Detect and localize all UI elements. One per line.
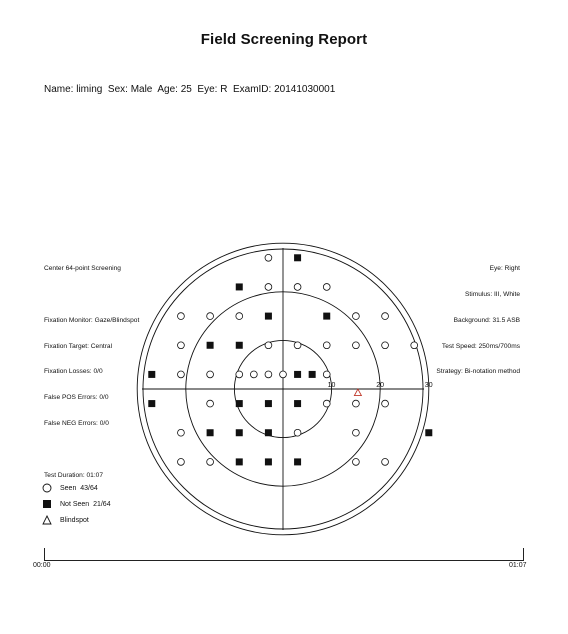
not-seen-point xyxy=(207,342,214,349)
stimulus-value: Stimulus: III, White xyxy=(465,290,520,298)
test-duration: Test Duration: 01:07 xyxy=(44,471,104,479)
not-seen-square-icon xyxy=(42,499,56,509)
seen-point xyxy=(178,342,185,349)
seen-point xyxy=(353,429,360,436)
seen-point xyxy=(207,313,214,320)
seen-point xyxy=(323,371,330,378)
seen-point xyxy=(382,400,389,407)
background-value: Background: 31.5 ASB xyxy=(453,316,520,324)
blindspot-marker xyxy=(354,389,361,396)
false-pos-errors: False POS Errors: 0/0 xyxy=(44,394,109,402)
seen-point xyxy=(207,400,214,407)
not-seen-point xyxy=(236,283,243,290)
legend-blindspot xyxy=(42,515,89,525)
not-seen-point xyxy=(309,371,316,378)
seen-point xyxy=(294,429,301,436)
seen-point xyxy=(353,459,360,466)
not-seen-point xyxy=(265,429,272,436)
field-grid xyxy=(137,243,432,535)
seen-point xyxy=(382,459,389,466)
ring-label-10: 10 xyxy=(327,382,336,389)
not-seen-point xyxy=(294,400,301,407)
seen-circle-icon xyxy=(42,483,56,493)
not-seen-point xyxy=(425,429,432,436)
seen-point xyxy=(323,400,330,407)
false-neg-errors: False NEG Errors: 0/0 xyxy=(44,419,109,427)
seen-point xyxy=(323,342,330,349)
seen-point xyxy=(353,400,360,407)
seen-point xyxy=(353,342,360,349)
program-name: Center 64-point Screening xyxy=(44,265,121,273)
not-seen-point xyxy=(207,429,214,436)
seen-point xyxy=(207,459,214,466)
not-seen-point xyxy=(148,371,155,378)
timeline-axis xyxy=(44,560,524,561)
seen-point xyxy=(236,371,243,378)
not-seen-point xyxy=(236,342,243,349)
seen-point xyxy=(178,313,185,320)
ring-label-30: 30 xyxy=(424,382,433,389)
legend-not-seen xyxy=(42,499,111,509)
not-seen-point xyxy=(294,458,301,465)
fixation-monitor: Fixation Monitor: Gaze/Blindspot xyxy=(44,316,140,324)
not-seen-point xyxy=(294,254,301,261)
report-title: Field Screening Report xyxy=(200,31,368,48)
timeline-end-label: 01:07 xyxy=(509,562,527,569)
ring-label-20: 20 xyxy=(376,382,384,389)
timeline-start-tick xyxy=(44,548,45,561)
test-timeline xyxy=(44,548,524,562)
field-points xyxy=(148,254,432,465)
not-seen-point xyxy=(148,400,155,407)
patient-info-line: Name: liming Sex: Male Age: 25 Eye: R ExamID: 20141030001 xyxy=(44,84,336,95)
not-seen-point xyxy=(294,371,301,378)
seen-point xyxy=(265,342,272,349)
seen-point xyxy=(323,284,330,291)
seen-point xyxy=(265,284,272,291)
not-seen-point xyxy=(236,400,243,407)
timeline-end-tick xyxy=(523,548,524,561)
timeline-start-label: 00:00 xyxy=(33,562,51,569)
legend-seen xyxy=(42,483,98,493)
test-speed-value: Test Speed: 250ms/700ms xyxy=(441,342,520,350)
strategy-value: Strategy: Bi-notation method xyxy=(436,368,520,376)
seen-point xyxy=(382,342,389,349)
legend-not-seen-label: Not Seen 21/64 xyxy=(60,500,111,508)
seen-point xyxy=(178,371,185,378)
seen-point xyxy=(265,371,272,378)
seen-point xyxy=(382,313,389,320)
not-seen-point xyxy=(236,458,243,465)
not-seen-point xyxy=(265,458,272,465)
seen-point xyxy=(178,429,185,436)
seen-point xyxy=(178,459,185,466)
seen-point xyxy=(250,371,257,378)
not-seen-point xyxy=(265,400,272,407)
seen-point xyxy=(353,313,360,320)
seen-point xyxy=(280,371,287,378)
seen-point xyxy=(236,313,243,320)
fixation-losses: Fixation Losses: 0/0 xyxy=(44,368,103,376)
seen-point xyxy=(294,284,301,291)
seen-point xyxy=(294,342,301,349)
legend-seen-label: Seen 43/64 xyxy=(60,484,98,492)
eye-value: Eye: Right xyxy=(489,265,520,273)
not-seen-point xyxy=(265,313,272,320)
not-seen-point xyxy=(236,429,243,436)
blindspot-triangle-icon xyxy=(42,515,56,525)
not-seen-point xyxy=(323,313,330,320)
seen-point xyxy=(265,254,272,261)
fixation-target: Fixation Target: Central xyxy=(44,342,113,350)
seen-point xyxy=(207,371,214,378)
seen-point xyxy=(411,342,418,349)
legend-blindspot-label: Blindspot xyxy=(60,516,89,524)
